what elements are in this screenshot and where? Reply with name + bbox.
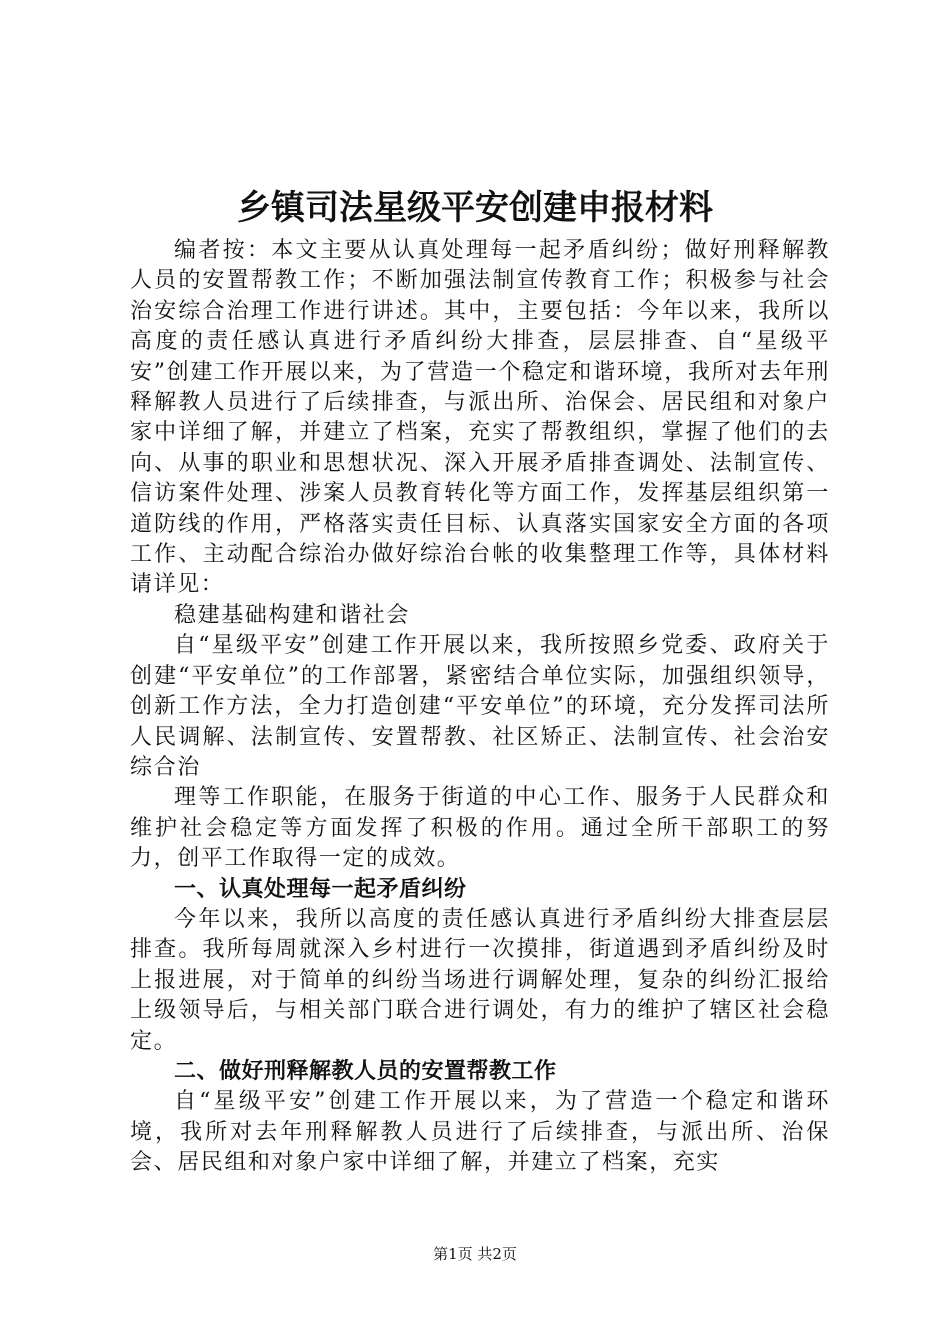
body-paragraph: 自“星级平安”创建工作开展以来，为了营造一个稳定和谐环境，我所对去年刑释解教人员进行了后续排查，与派出所、治保会、居民组和对象户家中详细了解，并建立了档案，充实 xyxy=(130,1089,830,1176)
body-paragraph: 理等工作职能，在服务于街道的中心工作、服务于人民群众和维护社会稳定等方面发挥了积极的作用。通过全所干部职工的努力，创平工作取得一定的成效。 xyxy=(130,785,830,872)
document-body xyxy=(130,236,830,1179)
document-title: 乡镇司法星级平安创建申报材料 xyxy=(237,188,713,228)
section-subtitle: 稳建基础构建和谐社会 xyxy=(174,602,411,628)
page-number-footer: 第1页 共2页 xyxy=(433,1245,517,1263)
body-paragraph: 自“星级平安”创建工作开展以来，我所按照乡党委、政府关于创建“平安单位”的工作部署，紧密结合单位实际，加强组织领导，创新工作方法，全力打造创建“平安单位”的环境，充分发挥司法所人民调解、法制宣传、安置帮教、社区矫正、法制宣传、社会治安综合治 xyxy=(130,633,830,780)
section-heading-1: 一、认真处理每一起矛盾纠纷 xyxy=(174,876,467,902)
editor-note-paragraph: 编者按：本文主要从认真处理每一起矛盾纠纷；做好刑释解教人员的安置帮教工作；不断加强法制宣传教育工作；积极参与社会治安综合治理工作进行讲述。其中，主要包括：今年以来，我所以高度的责任感认真进行矛盾纠纷大排查，层层排查、自“星级平安”创建工作开展以来，为了营造一个稳定和谐环境，我所对去年刑释解教人员进行了后续排查，与派出所、治保会、居民组和对象户家中详细了解，并建立了档案，充实了帮教组织，掌握了他们的去向、从事的职业和思想状况、深入开展矛盾排查调处、法制宣传、信访案件处理、涉案人员教育转化等方面工作，发挥基层组织第一道防线的作用，严格落实责任目标、认真落实国家安全方面的各项工作、主动配合综治办做好综治台帐的收集整理工作等，具体材料请详见： xyxy=(130,238,830,598)
section-heading-2: 二、做好刑释解教人员的安置帮教工作 xyxy=(174,1058,557,1084)
body-paragraph: 今年以来，我所以高度的责任感认真进行矛盾纠纷大排查层层排查。我所每周就深入乡村进行一次摸排，街道遇到矛盾纠纷及时上报进展，对于简单的纠纷当场进行调解处理，复杂的纠纷汇报给上级领导后，与相关部门联合进行调处，有力的维护了辖区社会稳定。 xyxy=(130,906,830,1054)
